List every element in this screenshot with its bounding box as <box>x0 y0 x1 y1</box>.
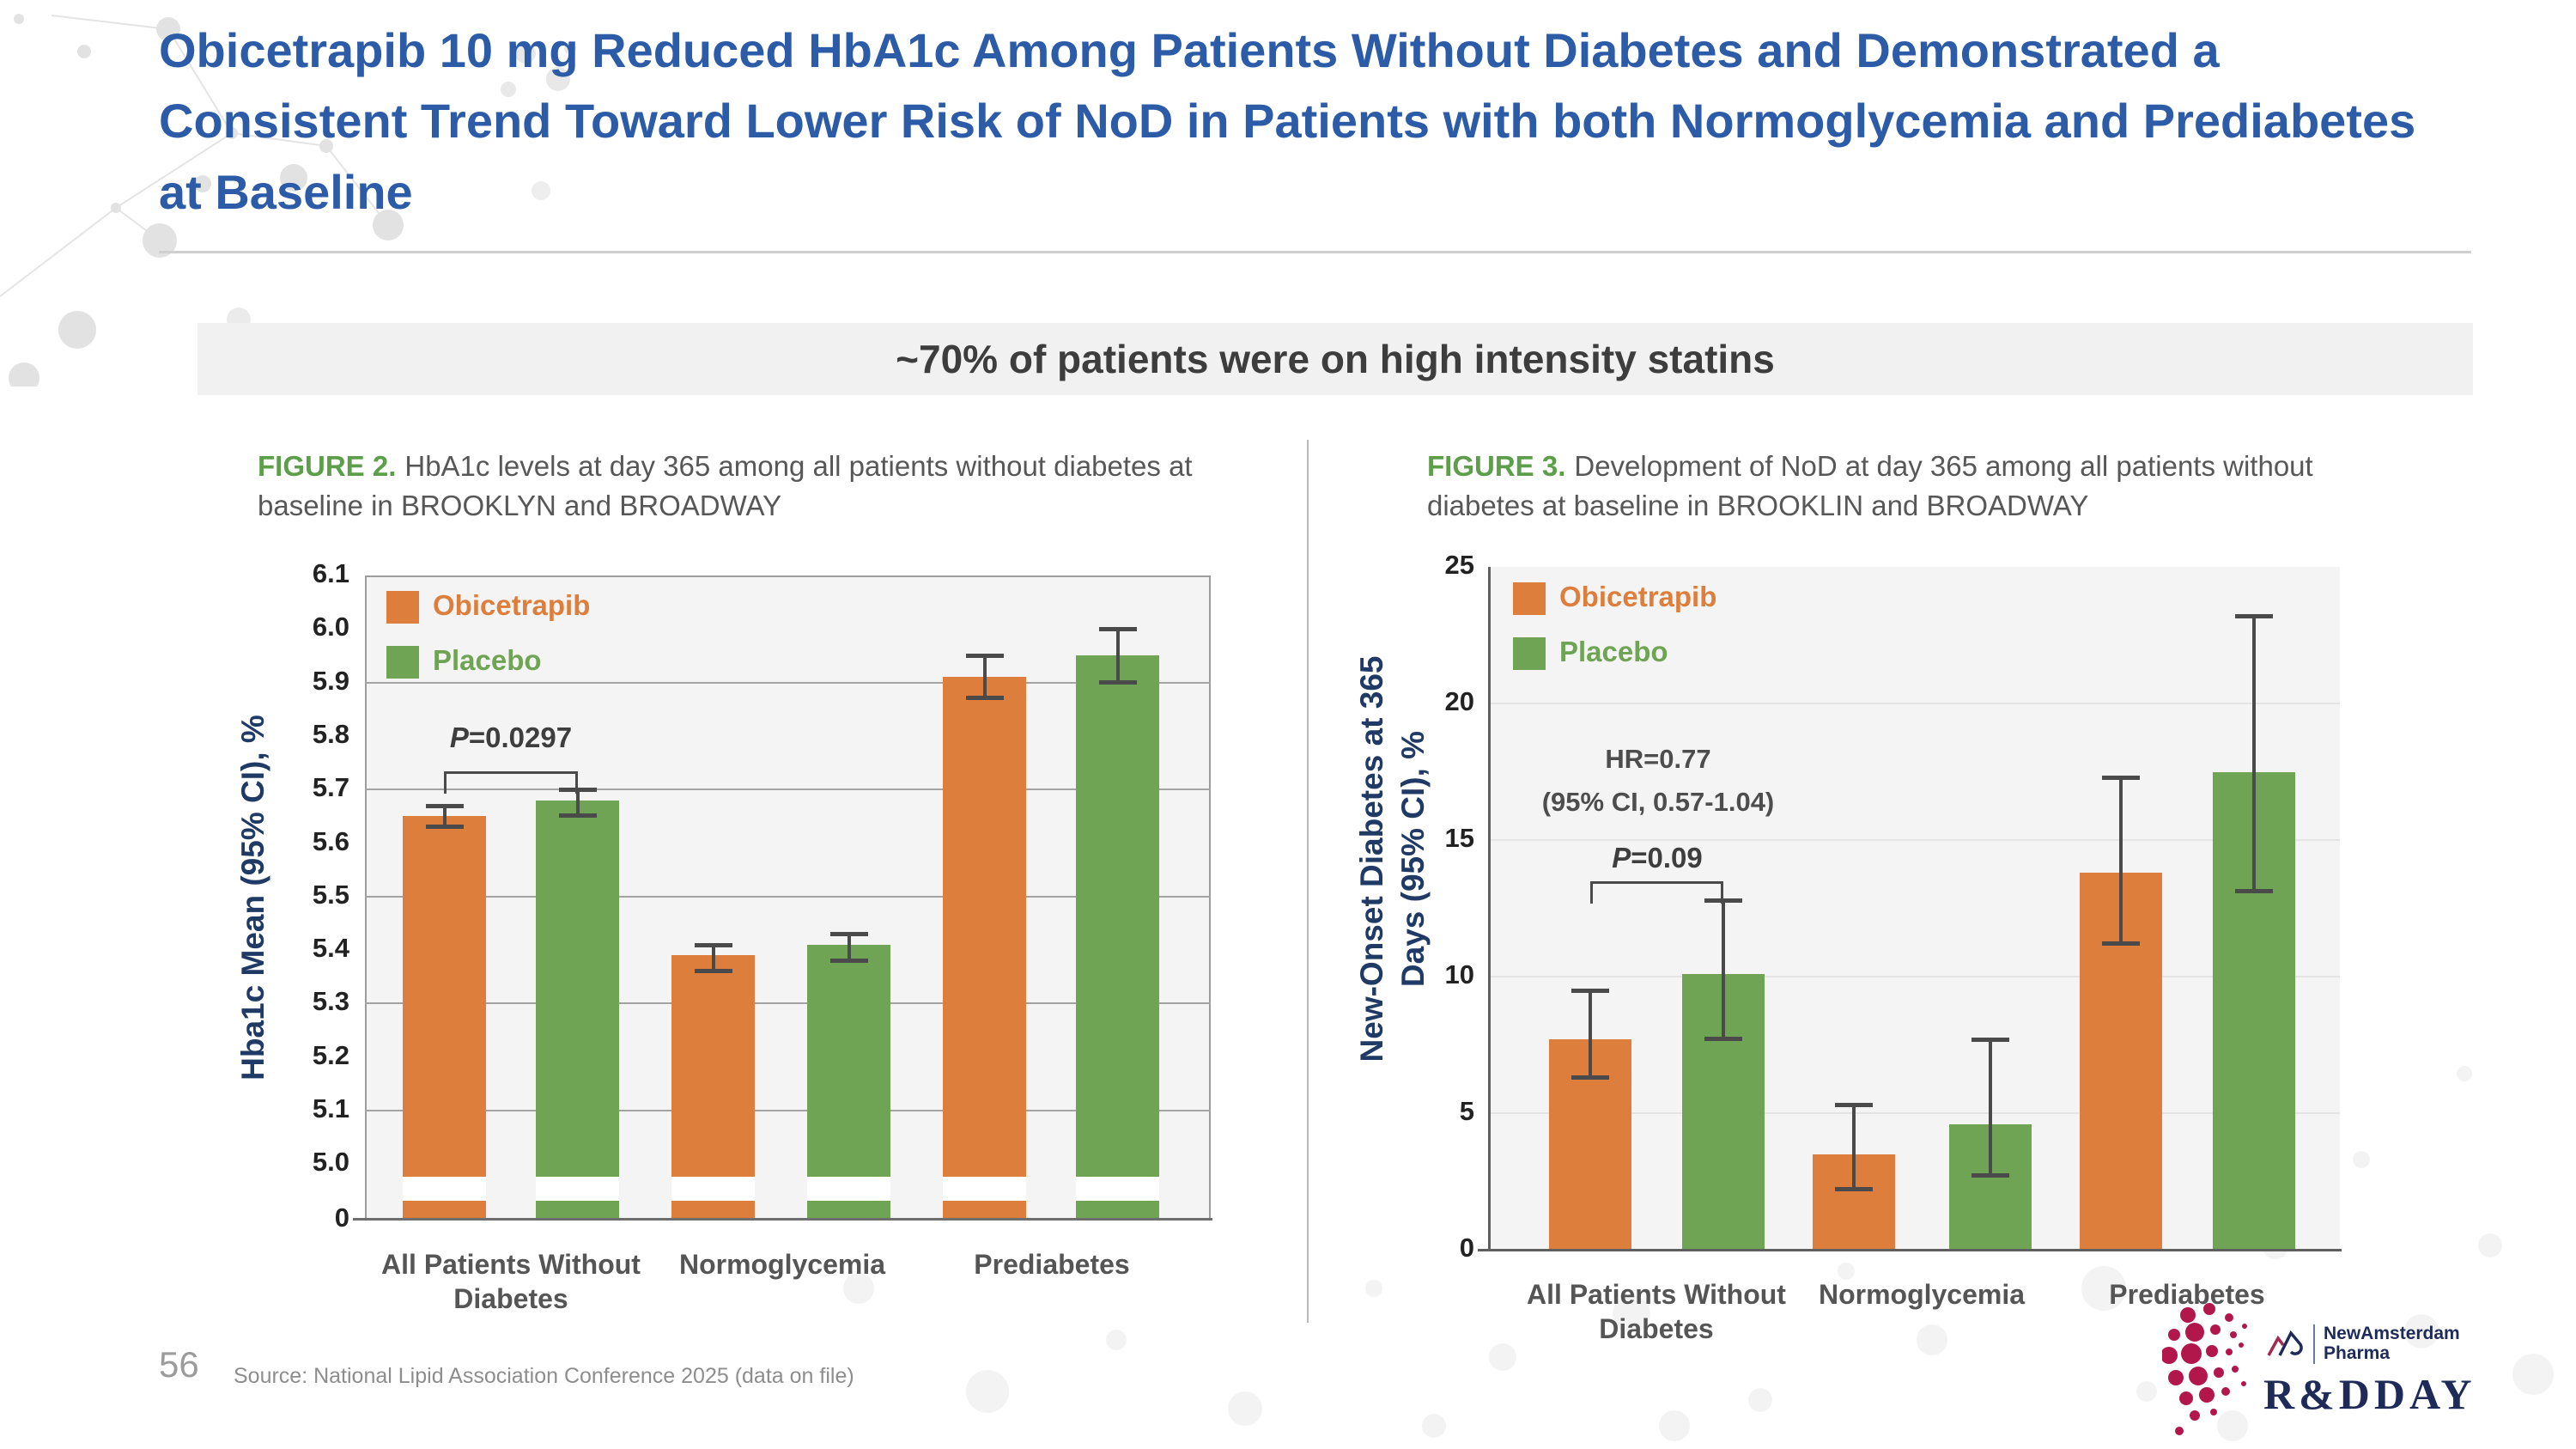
figure3-error-cap-top <box>2102 776 2140 780</box>
rdday-wordmark: R&DDAY <box>2263 1370 2476 1418</box>
logo-divider <box>2313 1324 2315 1364</box>
figure3-error-cap-bottom <box>1971 1173 2009 1178</box>
figure2-ytick-5.8: 5.8 <box>312 719 349 749</box>
mountain-icon <box>2267 1330 2305 1359</box>
statin-banner-text: ~70% of patients were on high intensity statins <box>896 337 1775 381</box>
figure2-axis-break-band <box>943 1177 1026 1201</box>
figure3-legend-label-obicetrapib: Obicetrapib <box>1559 581 1717 612</box>
figure2-comparison-bracket <box>444 771 578 794</box>
figure3-category-label-1: Normoglycemia <box>1818 1279 2026 1310</box>
source-note: Source: National Lipid Association Conference 2025 (data on file) <box>234 1364 854 1388</box>
company-name: NewAmsterdam <box>2324 1324 2460 1344</box>
figure2-category-label-1: Normoglycemia <box>678 1249 886 1280</box>
figure3-category-label-0: All Patients Without Diabetes <box>1527 1279 1786 1344</box>
figure3-error-line <box>1852 1105 1856 1190</box>
figure2-bar-obicetrapib-0 <box>403 816 486 1220</box>
newamsterdam-logo <box>2162 1302 2574 1449</box>
figure2-p-value: P=0.0297 <box>449 721 573 753</box>
figure3-ytick-0: 0 <box>1459 1233 1474 1263</box>
figure2-caption <box>258 447 1254 525</box>
figure2-caption-text: HbA1c levels at day 365 among all patients without diabetes at baseline in BROOKLYN and BROADWAY <box>258 450 1193 521</box>
figure2-legend-swatch-obicetrapib <box>386 591 419 624</box>
figure2-error-cap-bottom <box>830 959 868 963</box>
figure2-x-axis <box>353 1218 1212 1221</box>
figure2-error-line <box>1116 629 1120 682</box>
figure3-legend-swatch-placebo <box>1513 637 1546 670</box>
figure2-error-line <box>848 934 851 960</box>
figure2-axis-break-band <box>807 1177 890 1201</box>
figure3-error-line <box>1722 900 1725 1039</box>
figure3-annotation: HR=0.77 <box>1605 744 1711 774</box>
figure3-error-cap-bottom <box>2102 941 2140 946</box>
figure2-ytick-5.0: 5.0 <box>312 1147 349 1177</box>
figure2-error-cap-top <box>966 654 1004 658</box>
figure2-ytick-5.1: 5.1 <box>312 1093 349 1123</box>
figure2-category-label-0: All Patients Without Diabetes <box>381 1249 641 1314</box>
figure2-axis-break-band <box>536 1177 619 1201</box>
figure3-annotation: (95% CI, 0.57-1.04) <box>1541 787 1775 817</box>
figure3-p-value: P=0.09 <box>1612 842 1703 874</box>
figure3-error-cap-top <box>1571 989 1609 993</box>
figure3-error-cap-bottom <box>2235 889 2273 893</box>
title-divider <box>159 251 2471 253</box>
figure3-y-axis-title-line2: Days (95% CI), % <box>1395 730 1431 988</box>
figure2-error-cap-bottom <box>559 813 597 818</box>
statin-banner <box>197 323 2473 395</box>
figure2-ytick-6.0: 6.0 <box>312 612 349 642</box>
figure2-error-line <box>712 945 715 971</box>
figure2-error-cap-bottom <box>1099 680 1137 685</box>
figure3-legend-label-placebo: Placebo <box>1559 636 1668 667</box>
figure2-axis-break-band <box>1076 1177 1159 1201</box>
figure2-label: FIGURE 2. <box>258 450 397 482</box>
figure2-error-cap-top <box>426 804 464 808</box>
figure3-category-label-2: Prediabetes <box>2109 1279 2265 1310</box>
figure2-ytick-5.5: 5.5 <box>312 880 349 910</box>
figure3-ytick-25: 25 <box>1444 550 1474 580</box>
figure2-category-label-2: Prediabetes <box>974 1249 1130 1280</box>
company-subname: Pharma <box>2324 1343 2391 1363</box>
figure3-error-line <box>2119 777 2123 944</box>
figure2-legend-label-obicetrapib: Obicetrapib <box>433 589 591 621</box>
figure2-bar-placebo-0 <box>536 801 619 1220</box>
figure3-caption-text: Development of NoD at day 365 among all patients without diabetes at baseline in BROOKLIN and BROADWAY <box>1427 450 2313 521</box>
figure3-y-axis-title-line1: New-Onset Diabetes at 365 <box>1354 655 1389 1062</box>
figure3-error-cap-top <box>1971 1038 2009 1042</box>
figure2-legend-label-placebo: Placebo <box>433 644 542 676</box>
figure3-caption <box>1427 447 2346 525</box>
figure2-bar-placebo-2 <box>1076 655 1159 1220</box>
figure3-y-axis <box>1488 567 1491 1251</box>
figure3-x-axis <box>1478 1249 2342 1251</box>
figure3-label: FIGURE 3. <box>1427 450 1566 482</box>
figure-separator <box>1307 440 1309 1323</box>
figure3-error-cap-bottom <box>1571 1075 1609 1080</box>
figure2-ytick-5.7: 5.7 <box>312 772 349 802</box>
figure2-ytick-5.4: 5.4 <box>312 933 349 963</box>
figure2-ytick-5.2: 5.2 <box>312 1040 349 1070</box>
figure3-error-cap-bottom <box>1704 1037 1742 1041</box>
figure3-ytick-20: 20 <box>1444 686 1474 716</box>
figure2-ytick-5.3: 5.3 <box>312 986 349 1016</box>
page-title: Obicetrapib 10 mg Reduced HbA1c Among Patients Without Diabetes and Demonstrated a Consistent Trend Toward Lower Risk of NoD in Patients with both Normoglycemia and Prediabetes at Baseline <box>159 23 2416 219</box>
figure2-axis-break-band <box>671 1177 755 1201</box>
figure3-error-line <box>1989 1039 1992 1176</box>
figure3-error-line <box>2252 616 2256 892</box>
figure3-comparison-bracket <box>1590 881 1723 904</box>
figure2-error-cap-top <box>695 943 732 947</box>
figure3-ytick-5: 5 <box>1459 1096 1474 1126</box>
figure2-error-cap-top <box>830 932 868 936</box>
logo-dot-cluster-icon <box>2162 1302 2263 1449</box>
figure2-error-cap-top <box>1099 627 1137 631</box>
figure2-ytick-6.1: 6.1 <box>312 558 349 588</box>
figure3-legend-swatch-obicetrapib <box>1513 582 1546 615</box>
figure3-error-cap-top <box>1835 1103 1873 1107</box>
figure2-ytick-5.9: 5.9 <box>312 666 349 696</box>
page-number: 56 <box>159 1344 199 1385</box>
figure2-error-cap-bottom <box>695 969 732 973</box>
figure2-error-line <box>983 655 987 698</box>
figure2-error-cap-bottom <box>966 696 1004 700</box>
figure2-y-axis-title: Hba1c Mean (95% CI), % <box>235 715 270 1081</box>
figure3-error-line <box>1589 990 1592 1078</box>
figure2-ytick-0: 0 <box>334 1202 349 1233</box>
figure3-ytick-15: 15 <box>1444 823 1474 853</box>
figure3-error-cap-top <box>2235 614 2273 618</box>
figure3-ytick-10: 10 <box>1444 959 1474 989</box>
figure2-legend-swatch-placebo <box>386 646 419 679</box>
figure2-ytick-5.6: 5.6 <box>312 826 349 856</box>
figure3-gridline-20 <box>1490 703 2340 704</box>
figure2-axis-break-band <box>403 1177 486 1201</box>
figure3-error-cap-bottom <box>1835 1187 1873 1191</box>
figure2-error-cap-bottom <box>426 825 464 829</box>
figure2-bar-obicetrapib-2 <box>943 677 1026 1220</box>
